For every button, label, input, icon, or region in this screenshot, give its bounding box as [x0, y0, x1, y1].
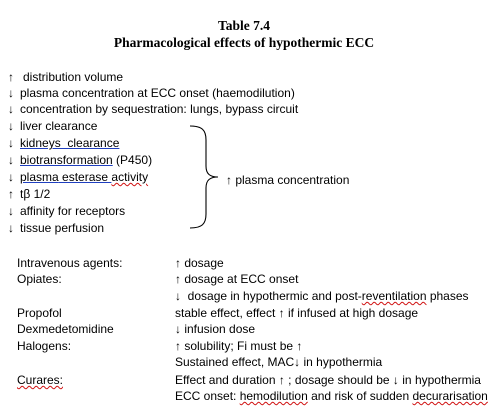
agent-effect: [175, 289, 469, 304]
down-arrow-icon: ↓: [8, 102, 14, 116]
effect-text: affinity for receptors: [20, 204, 126, 218]
effect-text-extra: (P450): [112, 153, 153, 167]
table-number: Table 7.4: [217, 18, 271, 33]
effect-line: [8, 136, 119, 151]
effect-text: kidneys clearance: [20, 136, 120, 150]
agent-name: Intravenous agents:: [17, 256, 123, 270]
agent-name: Curares:: [17, 373, 64, 387]
agent-name: Opiates:: [17, 272, 62, 286]
effect-line: [8, 187, 50, 202]
table-caption: Pharmacological effects of hypothermic ECC: [113, 35, 375, 50]
effect-line: [8, 102, 298, 117]
down-arrow-icon: ↓: [8, 204, 14, 218]
agent-effect-part: hemodilution: [239, 389, 308, 403]
agent-effect: stable effect, effect ↑ if infused at high dosage: [175, 306, 419, 320]
agent-effect-part: phases: [426, 289, 469, 303]
right-brace-icon: [188, 124, 222, 230]
effect-line: [8, 221, 104, 236]
effect-text: distribution volume: [23, 70, 124, 84]
effect-line: [8, 86, 295, 101]
down-arrow-icon: ↓: [8, 153, 14, 167]
effect-text: tissue perfusion: [20, 221, 105, 235]
down-arrow-icon: ↓: [8, 136, 14, 150]
effect-text: tβ 1/2: [20, 187, 51, 201]
up-arrow-icon: ↑: [8, 70, 14, 84]
brace-label: ↑ plasma concentration: [226, 173, 350, 187]
down-arrow-icon: ↓: [8, 221, 14, 235]
agent-effect-part: reventilation: [361, 289, 427, 303]
effect-text: plasma: [20, 170, 59, 184]
agent-effect-part: and risk of sudden: [307, 389, 413, 403]
agent-name: Halogens:: [17, 339, 72, 353]
agent-effect: ↑ solubility; Fi must be ↑: [175, 339, 303, 353]
effect-line: [8, 204, 125, 219]
agent-effect: Effect and duration ↑ ; dosage should be ↓ in hypothermia: [175, 373, 481, 387]
agent-name: Propofol: [17, 306, 62, 320]
effect-text: concentration by sequestration: lungs, bypass circuit: [20, 102, 299, 116]
effect-line: [8, 119, 97, 134]
agent-effect: Sustained effect, MAC↓ in hypothermia: [175, 355, 383, 369]
down-arrow-icon: ↓: [8, 86, 14, 100]
up-arrow-icon: ↑: [8, 187, 14, 201]
effect-text: biotransformation: [20, 153, 113, 167]
agent-effect: ↓ infusion dose: [175, 322, 256, 336]
effect-text: plasma concentration at ECC onset (haemodilution): [20, 86, 295, 100]
down-arrow-icon: ↓: [8, 119, 14, 133]
down-arrow-icon: ↓: [8, 170, 14, 184]
agent-effect: ↑ dosage: [175, 256, 224, 270]
agent-effect-part: ECC onset:: [175, 389, 240, 403]
effect-line: [8, 170, 148, 185]
effect-text: activity: [111, 170, 149, 184]
agent-name: Dexmedetomidine: [17, 322, 114, 336]
effect-line: [8, 153, 152, 168]
agent-effect: [175, 389, 488, 404]
agent-effect-part: decurarisation: [412, 389, 488, 403]
agent-effect: ↑ dosage at ECC onset: [175, 272, 299, 286]
effect-text: esterase: [58, 170, 112, 184]
effect-line: [8, 70, 123, 85]
agent-effect-part: ↓ dosage in hypothermic and post-: [175, 289, 362, 303]
effect-text: liver clearance: [20, 119, 98, 133]
